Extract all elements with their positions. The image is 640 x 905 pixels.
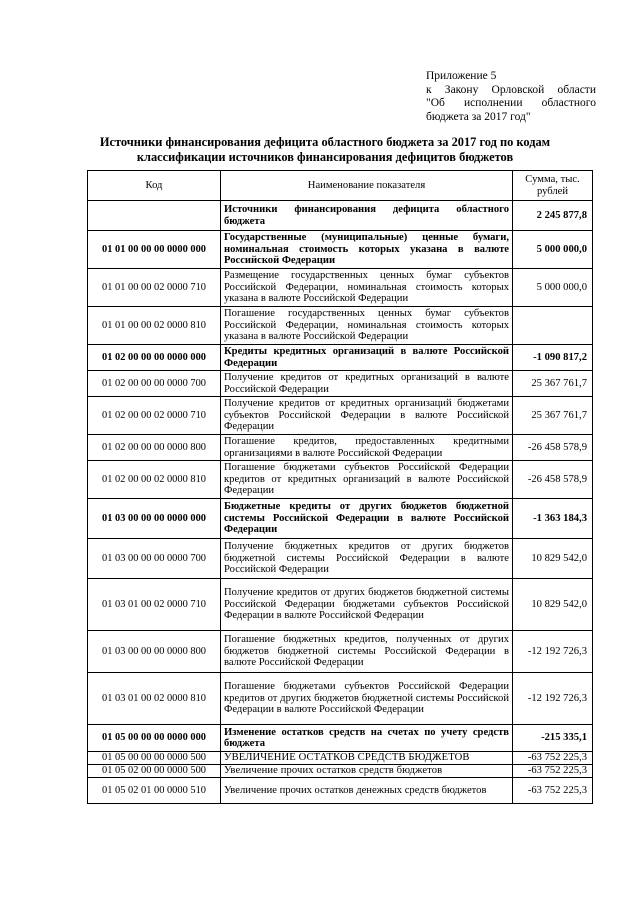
table-row xyxy=(88,631,593,673)
appendix-line: "Об исполнении областного xyxy=(426,97,596,109)
row-name: Изменение остатков средств на счетах по учету средств бюджета xyxy=(221,725,513,752)
row-name: Увеличение прочих остатков денежных средств бюджетов xyxy=(221,778,513,804)
row-code: 01 01 00 00 02 0000 810 xyxy=(88,307,221,345)
row-name: Погашение бюджетами субъектов Российской Федерации кредитов от других бюджетов бюджетной системы Российской Федерации в валюте Российской Федерации xyxy=(221,673,513,725)
row-code: 01 03 00 00 00 0000 800 xyxy=(88,631,221,673)
row-code: 01 02 00 00 02 0000 810 xyxy=(88,461,221,499)
row-name: Получение кредитов от кредитных организаций в валюте Российской Федерации xyxy=(221,371,513,397)
row-sum xyxy=(513,307,593,345)
row-name: Получение кредитов от кредитных организаций бюджетами субъектов Российской Федерации в валюте Российской Федерации xyxy=(221,397,513,435)
row-name: Погашение кредитов, предоставленных кредитными организациями в валюте Российской Федерации xyxy=(221,435,513,461)
row-code: 01 03 01 00 02 0000 710 xyxy=(88,579,221,631)
row-code: 01 05 00 00 00 0000 500 xyxy=(88,752,221,765)
table-row xyxy=(88,345,593,371)
row-code: 01 02 00 00 00 0000 800 xyxy=(88,435,221,461)
row-code: 01 01 00 00 02 0000 710 xyxy=(88,269,221,307)
row-sum: -63 752 225,3 xyxy=(513,752,593,765)
row-code: 01 03 01 00 02 0000 810 xyxy=(88,673,221,725)
row-code xyxy=(88,201,221,231)
row-sum: 2 245 877,8 xyxy=(513,201,593,231)
row-sum: -63 752 225,3 xyxy=(513,778,593,804)
title-line-1: Источники финансирования дефицита областного бюджета за 2017 год по кодам xyxy=(99,135,551,149)
row-code: 01 01 00 00 00 0000 000 xyxy=(88,231,221,269)
table-row xyxy=(88,201,593,231)
row-sum: 25 367 761,7 xyxy=(513,397,593,435)
row-code: 01 02 00 00 00 0000 000 xyxy=(88,345,221,371)
row-name: Кредиты кредитных организаций в валюте Российской Федерации xyxy=(221,345,513,371)
appendix-reference xyxy=(426,70,596,124)
column-header-code: Код xyxy=(88,171,221,201)
table-row xyxy=(88,371,593,397)
title-line-2: классификации источников финансирования дефицитов бюджетов xyxy=(136,150,514,164)
table-row xyxy=(88,539,593,579)
row-code: 01 05 00 00 00 0000 000 xyxy=(88,725,221,752)
table-row xyxy=(88,397,593,435)
row-name: Погашение государственных ценных бумаг субъектов Российской Федерации, номинальная стоимость которых указана в валюте Российской Федерации xyxy=(221,307,513,345)
column-header-sum: Сумма, тыс. рублей xyxy=(513,171,593,201)
table-row xyxy=(88,752,593,765)
row-name: Государственные (муниципальные) ценные бумаги, номинальная стоимость которых указана в валюте Российской Федерации xyxy=(221,231,513,269)
table-row xyxy=(88,435,593,461)
appendix-line: Приложение 5 xyxy=(426,70,497,82)
row-name: Увеличение прочих остатков средств бюджетов xyxy=(221,765,513,778)
row-sum: -26 458 578,9 xyxy=(513,461,593,499)
row-sum: 10 829 542,0 xyxy=(513,579,593,631)
row-name: Источники финансирования дефицита областного бюджета xyxy=(221,201,513,231)
row-sum: -26 458 578,9 xyxy=(513,435,593,461)
row-sum: 25 367 761,7 xyxy=(513,371,593,397)
row-sum: -1 363 184,3 xyxy=(513,499,593,539)
column-header-name: Наименование показателя xyxy=(221,171,513,201)
row-code: 01 05 02 00 00 0000 500 xyxy=(88,765,221,778)
table-row xyxy=(88,269,593,307)
row-name: Бюджетные кредиты от других бюджетов бюджетной системы Российской Федерации в валюте Российской Федерации xyxy=(221,499,513,539)
row-code: 01 05 02 01 00 0000 510 xyxy=(88,778,221,804)
table-row xyxy=(88,461,593,499)
row-name: Получение кредитов от других бюджетов бюджетной системы Российской Федерации бюджетами субъектов Российской Федерации в валюте Российской Федерации xyxy=(221,579,513,631)
row-name: Размещение государственных ценных бумаг субъектов Российской Федерации, номинальная стоимость которых указана в валюте Российской Федерации xyxy=(221,269,513,307)
row-sum: -215 335,1 xyxy=(513,725,593,752)
row-name: УВЕЛИЧЕНИЕ ОСТАТКОВ СРЕДСТВ БЮДЖЕТОВ xyxy=(221,752,513,765)
row-code: 01 02 00 00 02 0000 710 xyxy=(88,397,221,435)
row-sum: -12 192 726,3 xyxy=(513,631,593,673)
table-row xyxy=(88,778,593,804)
row-name: Погашение бюджетных кредитов, полученных от других бюджетов бюджетной системы Российской Федерации в валюте Российской Федерации xyxy=(221,631,513,673)
table-header-row xyxy=(88,171,593,201)
table-row xyxy=(88,765,593,778)
row-sum: -12 192 726,3 xyxy=(513,673,593,725)
row-name: Погашение бюджетами субъектов Российской Федерации кредитов от кредитных организаций в валюте Российской Федерации xyxy=(221,461,513,499)
document-title xyxy=(80,135,570,165)
row-code: 01 03 00 00 00 0000 700 xyxy=(88,539,221,579)
row-code: 01 02 00 00 00 0000 700 xyxy=(88,371,221,397)
financing-sources-table xyxy=(87,170,593,804)
table-row xyxy=(88,673,593,725)
row-name: Получение бюджетных кредитов от других бюджетов бюджетной системы Российской Федерации в валюте Российской Федерации xyxy=(221,539,513,579)
table-row xyxy=(88,725,593,752)
table-row xyxy=(88,579,593,631)
row-sum: 10 829 542,0 xyxy=(513,539,593,579)
row-sum: 5 000 000,0 xyxy=(513,269,593,307)
row-sum: 5 000 000,0 xyxy=(513,231,593,269)
table-row xyxy=(88,499,593,539)
row-code: 01 03 00 00 00 0000 000 xyxy=(88,499,221,539)
row-sum: -1 090 817,2 xyxy=(513,345,593,371)
appendix-line: к Закону Орловской области xyxy=(426,83,596,96)
appendix-line: бюджета за 2017 год" xyxy=(426,110,531,123)
table-row xyxy=(88,307,593,345)
table-row xyxy=(88,231,593,269)
row-sum: -63 752 225,3 xyxy=(513,765,593,778)
